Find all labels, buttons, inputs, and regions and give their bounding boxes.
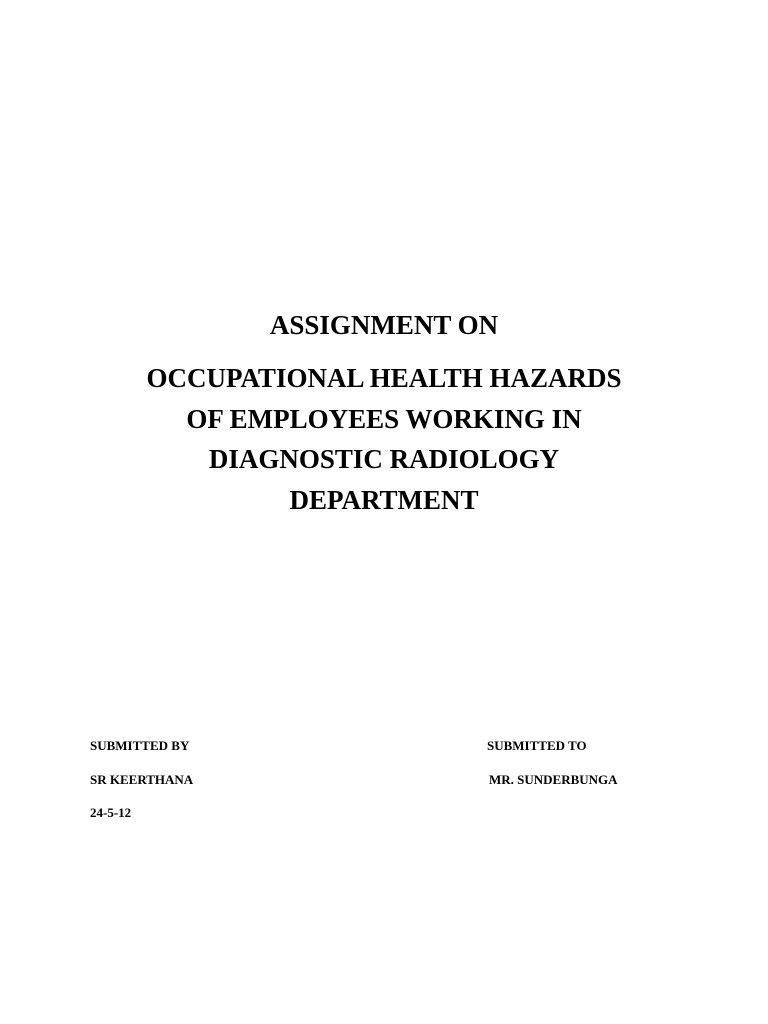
title-line-1: OCCUPATIONAL HEALTH HAZARDS xyxy=(146,363,622,393)
assignment-heading: ASSIGNMENT ON xyxy=(269,310,499,340)
title-line-4: DEPARTMENT xyxy=(289,484,479,515)
submitted-to-label: SUBMITTED TO xyxy=(487,738,587,753)
submission-date: 24-5-12 xyxy=(90,805,132,820)
recipient-name: MR. SUNDERBUNGA xyxy=(489,772,618,787)
submitter-name: SR KEERTHANA xyxy=(90,772,194,787)
assignment-title xyxy=(0,358,768,520)
title-line-2: OF EMPLOYEES WORKING IN xyxy=(186,403,582,434)
title-line-3: DIAGNOSTIC RADIOLOGY xyxy=(208,444,560,474)
submitted-by-label: SUBMITTED BY xyxy=(90,738,190,753)
